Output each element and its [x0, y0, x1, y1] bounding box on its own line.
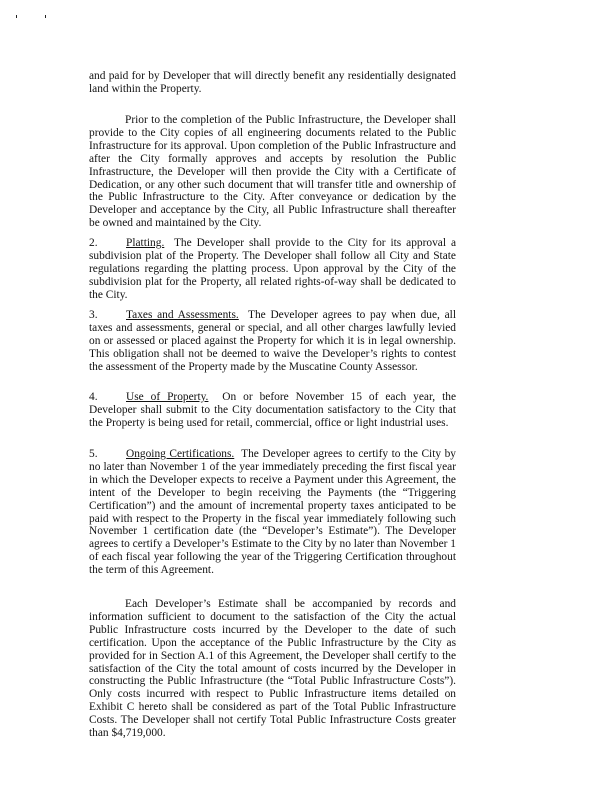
section-body: The Developer shall provide to the City for its approval a subdivision plat of the Property. The Developer shall follow all City and State regulations regarding the platting process. Upon approval by the City of the subdivision plat for the Property, all related rights-of-way shall be dedicated to the City. [89, 237, 456, 301]
scan-mark [16, 15, 17, 18]
section-number: 5. [89, 448, 98, 460]
section-heading: Use of Property. [126, 391, 209, 403]
section-2-platting [89, 237, 456, 302]
section-number: 3. [89, 309, 98, 321]
section-number: 2. [89, 237, 98, 249]
section-body: On or before November 15 of each year, the Developer shall submit to the City documentation satisfactory to the City that the Property is being used for retail, commercial, office or light industrial uses. [89, 391, 456, 429]
section-4-use-of-property [89, 391, 456, 430]
scan-mark [45, 15, 46, 18]
public-infrastructure-paragraph: Prior to the completion of the Public Infrastructure, the Developer shall provide to the City copies of all engineering documents related to the Public Infrastructure for its approval. Upon completion of the Public Infrastructure and after the City formally approves and accepts by resolution the Public Infrastructure, the Developer will then provide the City with a Certificate of Dedication, or any other such document that will transfer title and ownership of the Public Infrastructure to the City. After conveyance or dedication by the Developer and acceptance by the City, all Public Infrastructure shall thereafter be owned and maintained by the City. [89, 114, 456, 230]
estimate-paragraph: Each Developer’s Estimate shall be accompanied by records and information sufficient to document to the satisfaction of the City the actual Public Infrastructure costs incurred by the Developer to the date of such certification. Upon the acceptance of the Public Infrastructure by the City as provided for in Section A.1 of this Agreement, the Developer shall certify to the satisfaction of the City the total amount of costs incurred by the Developer in constructing the Public Infrastructure (the “Total Public Infrastructure Costs”). Only costs incurred with respect to Public Infrastructure items detailed on Exhibit C hereto shall be considered as part of the Total Public Infrastructure Costs. The Developer shall not certify Total Public Infrastructure Costs greater than $4,719,000. [89, 598, 456, 740]
section-body: The Developer agrees to pay when due, all taxes and assessments, general or special, and all other charges lawfully levied on or assessed or placed against the Property for which it is in legal ownership. This obligation shall not be deemed to waive the Developer’s rights to contest the assessment of the Property made by the Muscatine County Assessor. [89, 309, 457, 373]
section-heading: Taxes and Assessments. [126, 309, 239, 321]
section-heading: Platting. [126, 237, 165, 249]
continued-paragraph: and paid for by Developer that will directly benefit any residentially designated land within the Property. [89, 70, 456, 95]
section-number: 4. [89, 391, 98, 403]
section-heading: Ongoing Certifications. [126, 448, 235, 460]
section-5-ongoing-certifications [89, 448, 456, 577]
section-body: The Developer agrees to certify to the City by no later than November 1 of the year immediately preceding the first fiscal year in which the Developer expects to receive a Payment under this Agreement, the intent of the Developer to begin receiving the Payments (the “Triggering Certification”) and the amount of incremental property taxes anticipated to be paid with respect to the Property in the fiscal year immediately following such November 1 certification date (the “Developer’s Estimate”). The Developer agrees to certify a Developer’s Estimate to the City by no later than November 1 of each fiscal year following the year of the Triggering Certification throughout the term of this Agreement. [89, 448, 456, 577]
section-3-taxes [89, 309, 456, 374]
